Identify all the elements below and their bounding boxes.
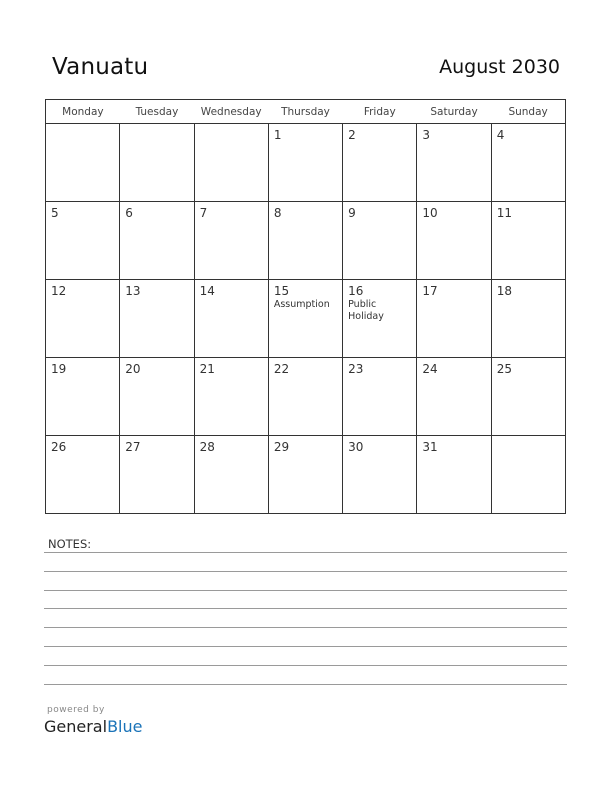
calendar-day-cell[interactable] [417,202,491,280]
day-number: 1 [273,128,282,142]
day-number: 26 [51,440,67,454]
calendar-day-cell[interactable] [268,202,342,280]
day-number: 13 [125,284,141,298]
note-line [44,665,567,666]
day-number: 3 [422,128,431,142]
calendar-week-row [46,280,566,358]
calendar-day-cell[interactable] [491,124,565,202]
calendar-week-row [46,202,566,280]
day-number: 18 [496,284,512,298]
weekday-header: Monday [46,100,120,124]
note-line [44,608,567,609]
day-number: 4 [496,128,505,142]
notes-label: NOTES: [48,537,92,551]
calendar-day-cell[interactable] [194,202,268,280]
day-number: 11 [496,206,512,220]
day-number: 2 [348,128,356,142]
note-line [44,590,567,591]
brand-logo[interactable] [44,717,142,736]
day-number: 20 [125,362,141,376]
note-line [44,646,567,647]
holiday-label: Assumption [273,299,330,310]
day-number: 29 [273,440,290,454]
calendar-day-cell[interactable] [46,280,120,358]
calendar-day-cell[interactable] [194,280,268,358]
calendar-day-cell[interactable] [120,202,194,280]
day-number: 17 [422,284,438,298]
weekday-header: Saturday [417,100,491,124]
note-line [44,684,567,685]
calendar-day-cell[interactable] [417,280,491,358]
day-number: 14 [199,284,215,298]
calendar-day-cell[interactable] [194,358,268,436]
day-number: 21 [199,362,215,376]
calendar-day-cell[interactable] [417,436,491,514]
calendar-grid [45,99,566,514]
calendar-day-cell[interactable] [46,202,120,280]
calendar-day-cell[interactable] [491,202,565,280]
calendar-day-cell[interactable] [120,436,194,514]
calendar-day-cell[interactable] [343,202,417,280]
calendar-day-cell[interactable] [120,124,194,202]
day-number: 31 [422,440,438,454]
calendar-day-cell[interactable] [343,124,417,202]
calendar-day-cell[interactable] [46,436,120,514]
calendar-day-cell[interactable] [491,280,565,358]
day-number: 30 [348,440,364,454]
day-number: 27 [125,440,141,454]
calendar-day-cell[interactable] [343,358,417,436]
day-number: 8 [273,206,282,220]
weekday-header: Sunday [491,100,565,124]
calendar-day-cell[interactable] [268,124,342,202]
calendar-day-cell[interactable] [46,358,120,436]
calendar-day-cell[interactable] [194,124,268,202]
calendar-day-cell[interactable] [194,436,268,514]
day-number: 16 [348,284,364,298]
day-number: 9 [348,206,356,220]
month-year-title: August 2030 [439,56,560,78]
calendar-day-cell[interactable] [120,358,194,436]
day-number: 12 [51,284,67,298]
calendar-day-cell[interactable] [120,280,194,358]
day-number: 6 [125,206,133,220]
calendar-day-cell[interactable] [491,358,565,436]
brand-name-part1: General [44,717,108,736]
day-number: 7 [199,206,208,220]
calendar-day-cell[interactable] [417,358,491,436]
powered-by-text: powered by [47,705,105,715]
calendar-week-row [46,358,566,436]
weekday-header-row [46,100,566,124]
weekday-header: Thursday [268,100,342,124]
calendar-day-cell[interactable] [343,280,417,358]
weekday-header: Tuesday [120,100,194,124]
weekday-header: Friday [343,100,417,124]
calendar-day-cell[interactable] [268,280,342,358]
calendar-day-cell[interactable] [343,436,417,514]
day-number: 19 [51,362,67,376]
calendar-week-row [46,124,566,202]
country-title: Vanuatu [52,54,149,80]
day-number: 23 [348,362,364,376]
note-line [44,552,567,553]
day-number: 25 [496,362,512,376]
calendar-day-cell[interactable] [268,358,342,436]
day-number: 24 [422,362,438,376]
weekday-header: Wednesday [194,100,268,124]
brand-name-part2: Blue [107,717,143,736]
day-number: 15 [273,284,290,298]
day-number: 28 [199,440,215,454]
day-number: 10 [422,206,438,220]
day-number: 22 [273,362,290,376]
calendar-day-cell[interactable] [491,436,565,514]
calendar-day-cell[interactable] [268,436,342,514]
day-number: 5 [51,206,59,220]
calendar-week-row [46,436,566,514]
calendar-day-cell[interactable] [417,124,491,202]
holiday-label: Public Holiday [348,299,384,322]
calendar-day-cell[interactable] [46,124,120,202]
note-line [44,571,567,572]
note-line [44,627,567,628]
